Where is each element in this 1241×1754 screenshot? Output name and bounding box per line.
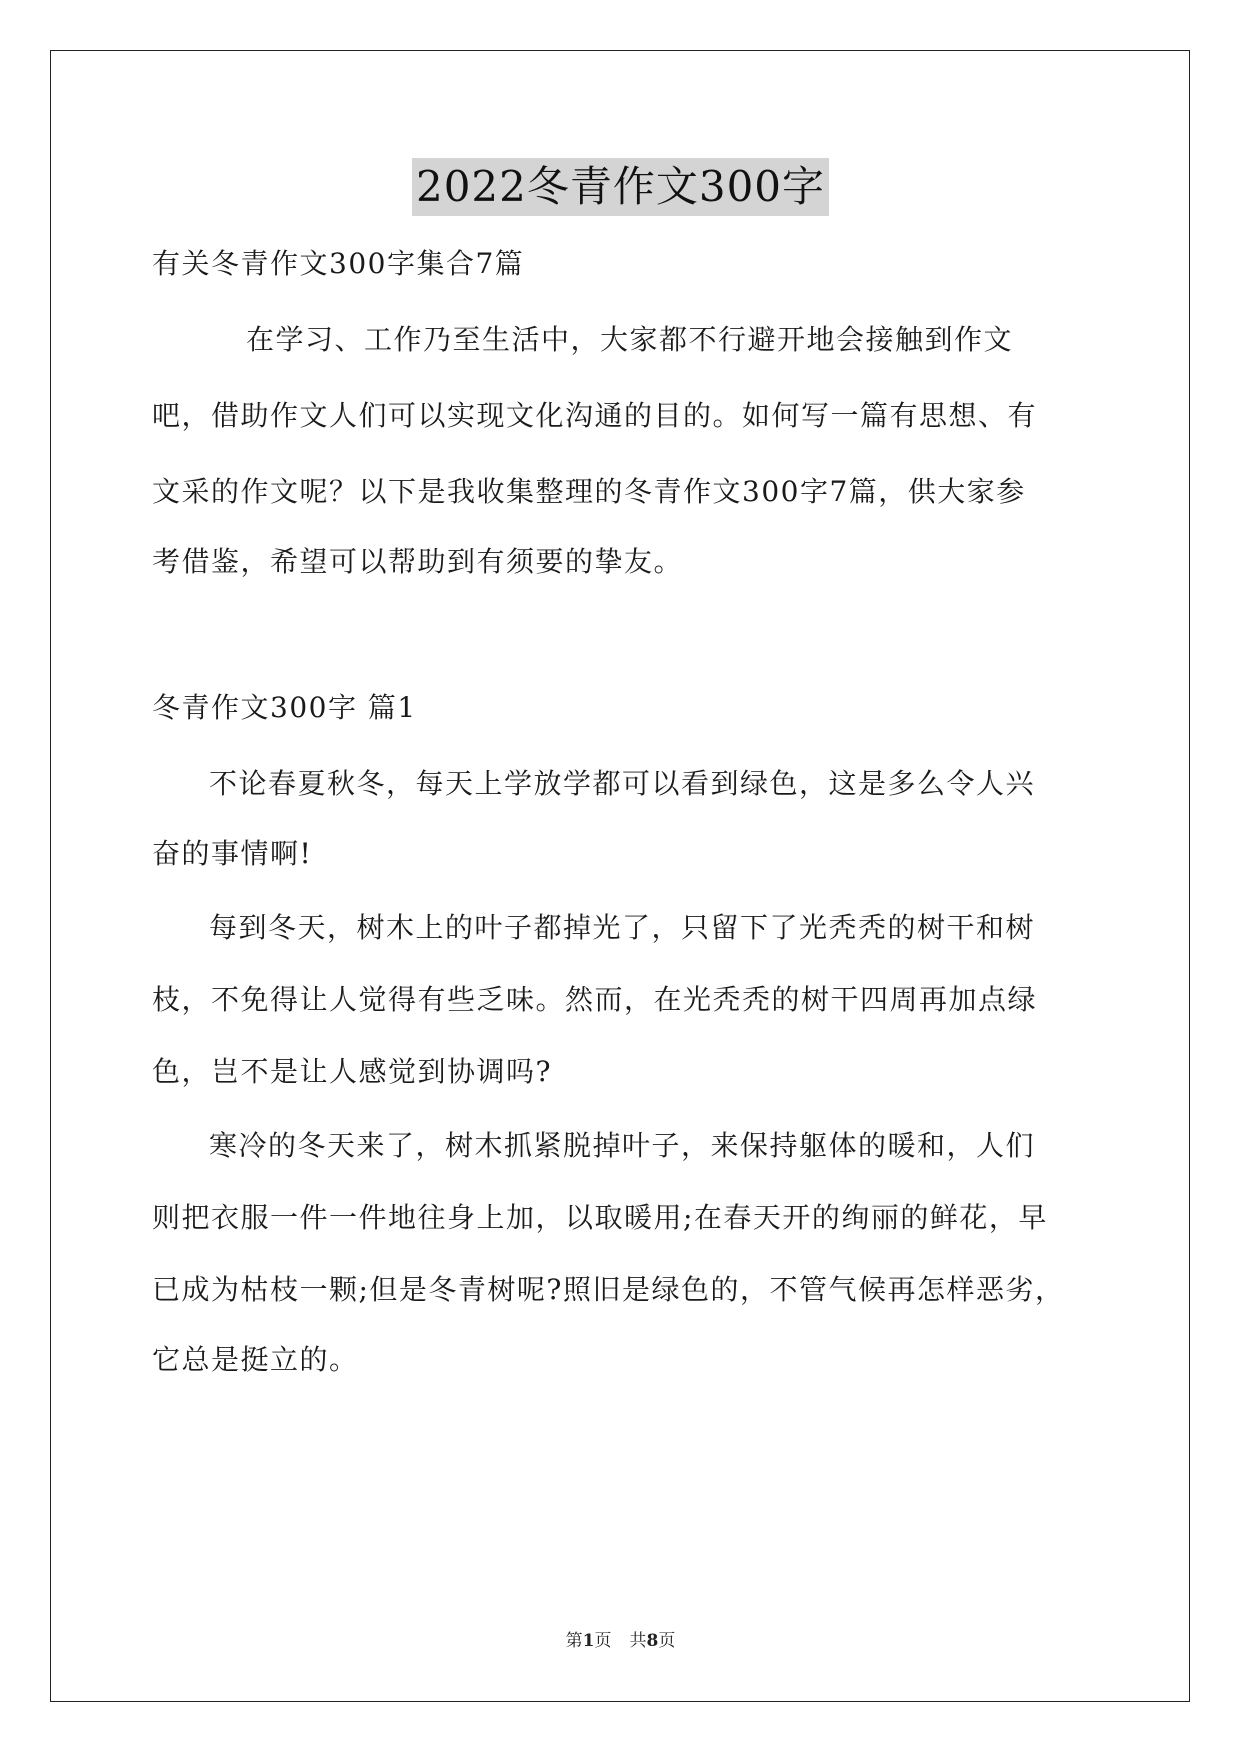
intro-line-1: 在学习、工作乃至生活中，大家都不行避开地会接触到作文 (246, 323, 1014, 356)
body-line-9: 它总是挺立的。 (152, 1343, 359, 1376)
page-prefix: 第 (565, 1631, 583, 1651)
intro-line-2: 吧，借助作文人们可以实现文化沟通的目的。如何写一篇有思想、有 (152, 399, 1038, 432)
page-current: 1 (582, 1631, 595, 1651)
page-total: 8 (646, 1631, 659, 1651)
title-container (0, 158, 1241, 216)
total-prefix: 共 (629, 1631, 647, 1651)
section-heading: 冬青作文300字 篇1 (152, 691, 417, 724)
document-subtitle: 有关冬青作文300字集合7篇 (152, 247, 525, 280)
total-unit: 页 (658, 1631, 676, 1651)
page-unit: 页 (594, 1631, 612, 1651)
body-line-1: 不论春夏秋冬，每天上学放学都可以看到绿色，这是多么令人兴 (209, 767, 1036, 800)
body-line-2: 奋的事情啊! (152, 837, 313, 870)
body-line-7: 则把衣服一件一件地往身上加，以取暖用;在春天开的绚丽的鲜花，早 (152, 1201, 1048, 1234)
body-line-8: 已成为枯枝一颗;但是冬青树呢?照旧是绿色的，不管气候再怎样恶劣， (152, 1273, 1065, 1306)
page-border (50, 50, 1190, 1702)
page-footer (0, 1626, 1241, 1651)
body-line-5: 色，岂不是让人感觉到协调吗? (152, 1055, 553, 1088)
intro-line-4: 考借鉴，希望可以帮助到有须要的挚友。 (152, 545, 684, 578)
document-title: 2022冬青作文300字 (412, 158, 829, 216)
body-line-4: 枝，不免得让人觉得有些乏味。然而，在光秃秃的树干四周再加点绿 (152, 983, 1038, 1016)
intro-line-3: 文采的作文呢？以下是我收集整理的冬青作文300字7篇，供大家参 (152, 475, 1026, 508)
body-line-6: 寒冷的冬天来了，树木抓紧脱掉叶子，来保持躯体的暖和，人们 (209, 1129, 1036, 1162)
body-line-3: 每到冬天，树木上的叶子都掉光了，只留下了光秃秃的树干和树 (209, 911, 1036, 944)
